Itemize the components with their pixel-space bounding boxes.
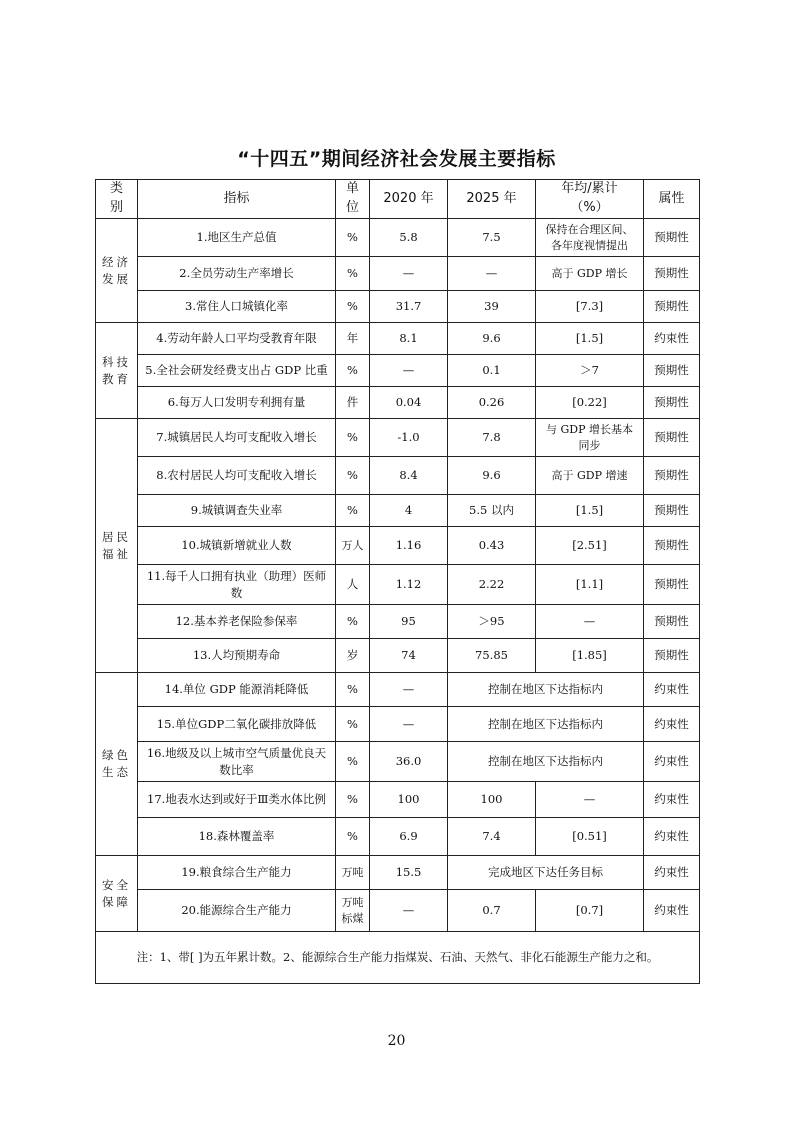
table-title: “十四五”期间经济社会发展主要指标 (237, 148, 556, 170)
indicator-name: 16.地级及以上城市空气质量优良天 数比率 (138, 742, 336, 782)
unit-cell: % (336, 707, 370, 742)
attribute-cell: 预期性 (644, 355, 700, 387)
table-row (96, 707, 700, 742)
average-cumulative: [1.5] (536, 495, 644, 527)
attribute-cell: 预期性 (644, 291, 700, 323)
category-cell: 居民 福祉 (96, 419, 138, 673)
value-2020: 1.12 (370, 565, 448, 605)
unit-cell: % (336, 742, 370, 782)
target-merged-cell: 完成地区下达任务目标 (448, 856, 644, 890)
average-cumulative: [1.85] (536, 639, 644, 673)
average-cumulative: — (536, 782, 644, 818)
unit-cell: % (336, 605, 370, 639)
value-2025: 7.8 (448, 419, 536, 457)
indicator-name: 18.森林覆盖率 (138, 818, 336, 856)
indicator-name: 2.全员劳动生产率增长 (138, 257, 336, 291)
unit-cell: % (336, 457, 370, 495)
indicator-name: 15.单位GDP二氧化碳排放降低 (138, 707, 336, 742)
value-2025: ＞95 (448, 605, 536, 639)
header-2025: 2025 年 (448, 180, 536, 219)
attribute-cell: 预期性 (644, 605, 700, 639)
header-attribute: 属性 (644, 180, 700, 219)
attribute-cell: 预期性 (644, 257, 700, 291)
table-row (96, 605, 700, 639)
average-cumulative: 高于 GDP 增速 (536, 457, 644, 495)
indicator-name: 13.人均预期寿命 (138, 639, 336, 673)
value-2020: 8.1 (370, 323, 448, 355)
value-2020: — (370, 890, 448, 932)
table-row (96, 219, 700, 257)
header-category: 类 别 (96, 180, 138, 219)
table-row (96, 890, 700, 932)
indicator-name: 1.地区生产总值 (138, 219, 336, 257)
unit-cell: % (336, 419, 370, 457)
indicator-name: 12.基本养老保险参保率 (138, 605, 336, 639)
table-row (96, 782, 700, 818)
average-cumulative: [0.7] (536, 890, 644, 932)
indicator-name: 20.能源综合生产能力 (138, 890, 336, 932)
note-row (96, 932, 700, 984)
table-row (96, 495, 700, 527)
unit-cell: 万人 (336, 527, 370, 565)
attribute-cell: 约束性 (644, 856, 700, 890)
value-2025: 0.7 (448, 890, 536, 932)
target-merged-cell: 控制在地区下达指标内 (448, 742, 644, 782)
indicator-name: 19.粮食综合生产能力 (138, 856, 336, 890)
unit-cell: 年 (336, 323, 370, 355)
indicator-name: 6.每万人口发明专利拥有量 (138, 387, 336, 419)
unit-cell: 人 (336, 565, 370, 605)
value-2025: 100 (448, 782, 536, 818)
value-2025: 0.26 (448, 387, 536, 419)
value-2025: 0.43 (448, 527, 536, 565)
table-row (96, 818, 700, 856)
category-cell: 绿色 生态 (96, 673, 138, 856)
average-cumulative: 保持在合理区间、 各年度视情提出 (536, 219, 644, 257)
category-cell: 安全 保障 (96, 856, 138, 932)
value-2025: 2.22 (448, 565, 536, 605)
header-row (96, 180, 700, 219)
value-2020: 5.8 (370, 219, 448, 257)
header-2020: 2020 年 (370, 180, 448, 219)
value-2020: 4 (370, 495, 448, 527)
value-2020: — (370, 707, 448, 742)
indicator-name: 4.劳动年龄人口平均受教育年限 (138, 323, 336, 355)
value-2020: 95 (370, 605, 448, 639)
value-2020: -1.0 (370, 419, 448, 457)
unit-cell: 件 (336, 387, 370, 419)
attribute-cell: 预期性 (644, 527, 700, 565)
average-cumulative: — (536, 605, 644, 639)
table-row (96, 257, 700, 291)
value-2020: 1.16 (370, 527, 448, 565)
attribute-cell: 预期性 (644, 565, 700, 605)
indicator-name: 10.城镇新增就业人数 (138, 527, 336, 565)
attribute-cell: 预期性 (644, 639, 700, 673)
unit-cell: 万吨 标煤 (336, 890, 370, 932)
unit-cell: % (336, 818, 370, 856)
unit-cell: % (336, 355, 370, 387)
value-2025: 75.85 (448, 639, 536, 673)
unit-cell: % (336, 673, 370, 707)
value-2020: 6.9 (370, 818, 448, 856)
unit-cell: 岁 (336, 639, 370, 673)
unit-cell: % (336, 495, 370, 527)
average-cumulative: [7.3] (536, 291, 644, 323)
value-2025: 7.4 (448, 818, 536, 856)
indicator-name: 7.城镇居民人均可支配收入增长 (138, 419, 336, 457)
indicator-name: 5.全社会研发经费支出占 GDP 比重 (138, 355, 336, 387)
page-number: 20 (387, 1033, 406, 1049)
value-2025: 9.6 (448, 323, 536, 355)
value-2020: — (370, 257, 448, 291)
attribute-cell: 约束性 (644, 818, 700, 856)
value-2025: 7.5 (448, 219, 536, 257)
value-2020: 74 (370, 639, 448, 673)
header-unit: 单 位 (336, 180, 370, 219)
average-cumulative: ＞7 (536, 355, 644, 387)
target-merged-cell: 控制在地区下达指标内 (448, 707, 644, 742)
category-cell: 科技 教育 (96, 323, 138, 419)
table-row (96, 856, 700, 890)
indicator-name: 3.常住人口城镇化率 (138, 291, 336, 323)
average-cumulative: 高于 GDP 增长 (536, 257, 644, 291)
unit-cell: % (336, 257, 370, 291)
value-2020: 36.0 (370, 742, 448, 782)
indicator-name: 9.城镇调查失业率 (138, 495, 336, 527)
indicator-name: 17.地表水达到或好于Ⅲ类水体比例 (138, 782, 336, 818)
value-2020: 0.04 (370, 387, 448, 419)
average-cumulative: [0.51] (536, 818, 644, 856)
attribute-cell: 预期性 (644, 387, 700, 419)
table-row (96, 323, 700, 355)
value-2020: 8.4 (370, 457, 448, 495)
attribute-cell: 约束性 (644, 890, 700, 932)
average-cumulative: [2.51] (536, 527, 644, 565)
category-cell: 经济 发展 (96, 219, 138, 323)
value-2020: 31.7 (370, 291, 448, 323)
table-row (96, 742, 700, 782)
table-row (96, 291, 700, 323)
table-row (96, 639, 700, 673)
value-2020: 100 (370, 782, 448, 818)
unit-cell: % (336, 782, 370, 818)
average-cumulative: [1.1] (536, 565, 644, 605)
average-cumulative: [1.5] (536, 323, 644, 355)
attribute-cell: 预期性 (644, 419, 700, 457)
table-row (96, 565, 700, 605)
unit-cell: % (336, 291, 370, 323)
table-row (96, 419, 700, 457)
header-average: 年均/累计 （%） (536, 180, 644, 219)
attribute-cell: 约束性 (644, 782, 700, 818)
header-indicator: 指标 (138, 180, 336, 219)
average-cumulative: 与 GDP 增长基本 同步 (536, 419, 644, 457)
value-2020: 15.5 (370, 856, 448, 890)
attribute-cell: 约束性 (644, 742, 700, 782)
value-2025: 5.5 以内 (448, 495, 536, 527)
indicator-name: 11.每千人口拥有执业（助理）医师 数 (138, 565, 336, 605)
unit-cell: % (336, 219, 370, 257)
target-merged-cell: 控制在地区下达指标内 (448, 673, 644, 707)
attribute-cell: 约束性 (644, 707, 700, 742)
attribute-cell: 约束性 (644, 323, 700, 355)
table-row (96, 387, 700, 419)
table-row (96, 673, 700, 707)
value-2025: 0.1 (448, 355, 536, 387)
attribute-cell: 预期性 (644, 457, 700, 495)
value-2020: — (370, 355, 448, 387)
value-2025: 9.6 (448, 457, 536, 495)
indicators-table (95, 179, 700, 984)
table-row (96, 527, 700, 565)
table-row (96, 355, 700, 387)
attribute-cell: 预期性 (644, 495, 700, 527)
value-2025: — (448, 257, 536, 291)
value-2025: 39 (448, 291, 536, 323)
attribute-cell: 约束性 (644, 673, 700, 707)
unit-cell: 万吨 (336, 856, 370, 890)
table-note: 注：1、带[ ]为五年累计数。2、能源综合生产能力指煤炭、石油、天然气、非化石能源生产能力之和。 (96, 932, 700, 984)
value-2020: — (370, 673, 448, 707)
indicator-name: 14.单位 GDP 能源消耗降低 (138, 673, 336, 707)
attribute-cell: 预期性 (644, 219, 700, 257)
table-row (96, 457, 700, 495)
average-cumulative: [0.22] (536, 387, 644, 419)
indicator-name: 8.农村居民人均可支配收入增长 (138, 457, 336, 495)
